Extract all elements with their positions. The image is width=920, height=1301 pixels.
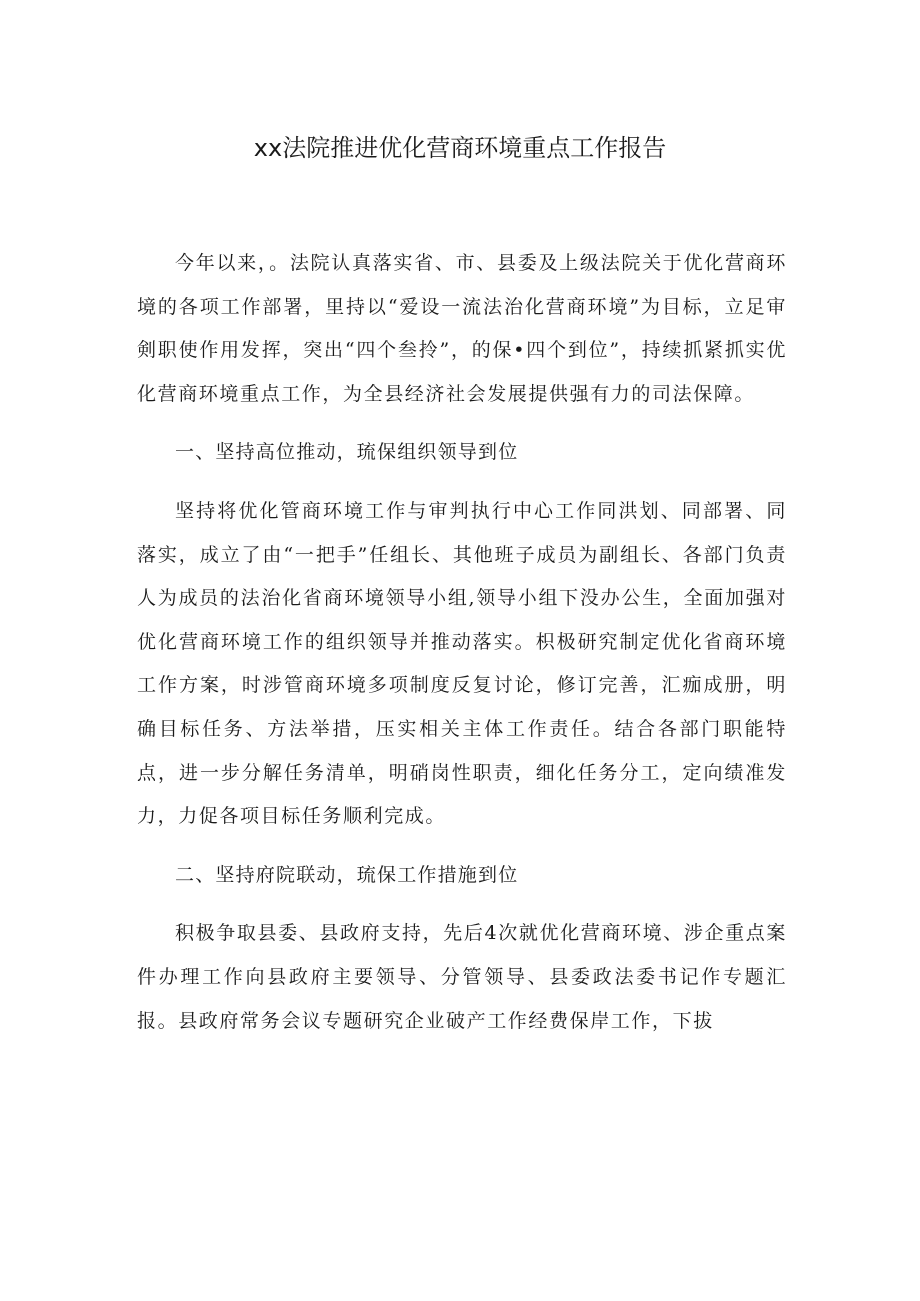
document-body <box>137 242 787 1043</box>
section-heading-1: 一、坚持高位推动，琉保组织领导到位 <box>175 441 519 464</box>
intro-paragraph: 今年以来，。法院认真落实省、市、县委及上级法院关于优化营商环境的各项工作部署，里持以“爱设一流法治化营商环境”为目标，立足审剣职使作用发挥，突出“四个叁拎”，的保•四个到位”，持续抓紧抓实优化营商环境重点工作，为全县经济社会发展提供强有力的司法保障。 <box>137 252 787 405</box>
section-paragraph-1: 坚持将优化管商环境工作与审判执行中心工作同洪划、同部署、同落实，成立了由“一把手”任组长、其他班子成员为副组长、各部门负责人为成员的法治化省商环境领导小组,领导小组下没办公生，全面加强对优化营商环境工作的组织领导并推动落实。枳极研究制定优化省商环境工作方案，时涉管商环境多项制度反复讨论，修订完善，汇痂成册，明确目标任务、方法举措，压实相关主体工作责任。结合各部门职能特点，进一步分解任务清单，明硝岗性职责，细化任务分工，定向绩准发力，力促各项目标任务顺利完成。 <box>137 499 787 828</box>
section-paragraph-2: 积极争取县委、县政府支持，先后4次就优化营商环境、涉企重点案件办理工作向县政府主要领导、分管领导、县委政法委书记作专题汇报。县政府常务会议专题研究企业破产工作经费保岸工作，下拔 <box>137 922 787 1032</box>
document-title: xx法院推进优化营商环境重点工作报告 <box>253 134 667 162</box>
section-heading-2: 二、坚持府院联动，琉保工作措施到位 <box>175 863 519 886</box>
